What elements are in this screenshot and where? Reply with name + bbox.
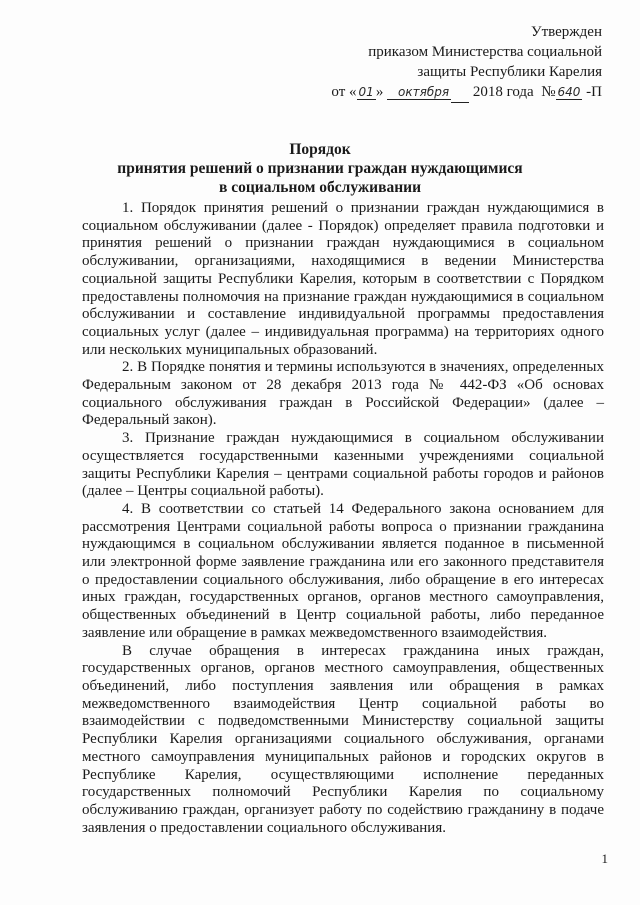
title-line-2: принятия решений о признании граждан нуждающимися <box>117 160 523 177</box>
title-line-3: в социальном обслуживании <box>218 179 422 196</box>
paragraph-2: 2. В Порядке понятия и термины используются в значениях, определенных Федеральным законом от 28 декабря 2013 года № 442-ФЗ «Об основах социального обслуживания граждан в Российской Федерации» (далее – Федеральный закон). <box>82 359 604 429</box>
approval-date-line <box>312 82 602 103</box>
paragraph-1: 1. Порядок принятия решений о признании граждан нуждающимися в социальном обслуживании (далее - Порядок) определяет правила подготовки и принятия решений о признании граждан нуждающимися в социальном обслуживании, организациями, находящимися в ведении Министерства социальной защиты Республики Карелия, которым в соответствии с Порядком предоставлены полномочия на признание граждан нуждающимися в социальном обслуживании и составление индивидуальной программы предоставления социальных услуг (далее – индивидуальная программа) на территориях одного или нескольких муниципальных образований. <box>82 200 604 358</box>
page-number: 1 <box>601 851 608 866</box>
number-prefix: № <box>541 84 556 100</box>
date-year: 2018 года <box>472 84 534 100</box>
approval-stamp-block <box>312 22 602 103</box>
approval-line-1: Утвержден <box>530 24 602 40</box>
number-suffix: -П <box>586 84 602 100</box>
paragraph-5: В случае обращения в интересах гражданина иных граждан, государственных органов, органов местного самоуправления, общественных объединений, либо поступления заявления или обращения в рамках межведомственного взаимодействия Центр социальной работы во взаимодействии с подведомственными Министерству социальной защиты Республики Карелия организациями социального обслуживания, органами местного самоуправления муниципальных районов и городских округов в Республике Карелия, осуществляющими исполнение переданных государственных полномочий Республики Карелия по социальному обслуживанию граждан, организует работу по содействию гражданину в подаче заявления о предоставлении социального обслуживания. <box>82 642 604 836</box>
date-prefix: от « <box>331 84 357 100</box>
handwritten-number: 640 <box>557 85 581 99</box>
approval-line-2: приказом Министерства социальной <box>368 44 602 60</box>
document-body <box>82 200 604 837</box>
title-line-1: Порядок <box>289 141 351 158</box>
approval-line-3: защиты Республики Карелия <box>417 64 602 80</box>
date-mid: » <box>375 84 384 100</box>
paragraph-4: 4. В соответствии со статьей 14 Федерального закона основанием для рассмотрения Центрами социальной работы вопроса о признании гражданина нуждающимся в социальном обслуживании является поданное в письменной или электронной форме заявление гражданина или его законного представителя о предоставлении социального обслуживания, либо обращение в его интересах иных граждан, государственных органов, органов местного самоуправления, общественных объединений в Центр социальной работы, либо переданное заявление или обращение в рамках межведомственного взаимодействия. <box>82 500 604 641</box>
month-underline <box>451 82 469 103</box>
handwritten-month: октября <box>387 85 451 100</box>
paragraph-3: 3. Признание граждан нуждающимися в социальном обслуживании осуществляется государственными казенными учреждениями социальной защиты Республики Карелия – центрами социальной работы городов и районов (далее – Центры социальной работы). <box>82 430 604 500</box>
document-title <box>60 140 580 197</box>
handwritten-day: 01 <box>358 85 374 99</box>
